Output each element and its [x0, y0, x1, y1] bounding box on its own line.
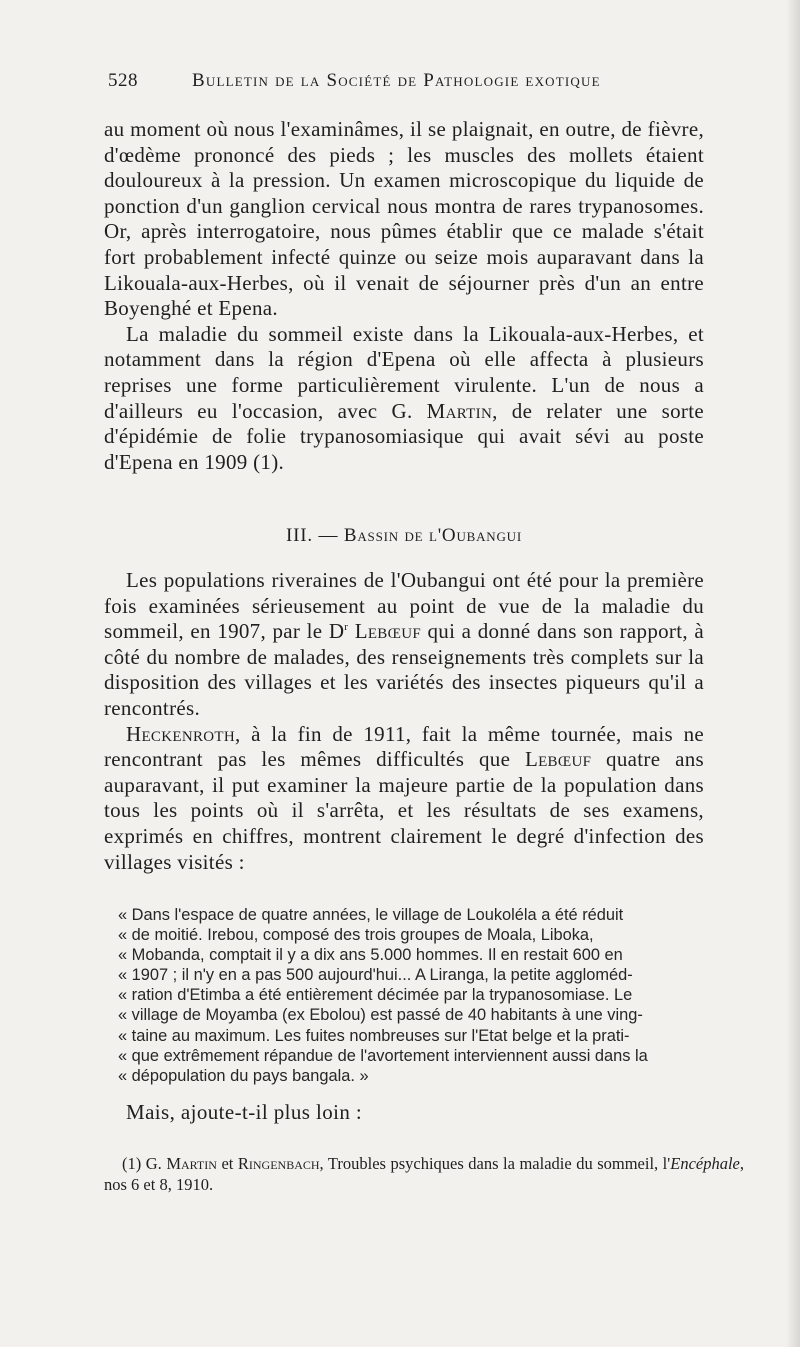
block-quote [118, 905, 742, 1086]
journal-title: Bulletin de la Société de Pathologie exotique [192, 70, 601, 91]
paragraph: au moment où nous l'examinâmes, il se plaignait, en outre, de fièvre, d'œdème prononcé des pieds ; les muscles des mollets étaient douloureux à la pression. Un examen microscopique du liquide de ponction d'un ganglion cervical nous montra de rares trypanosomes. Or, après interrogatoire, nous pûmes établir que ce malade s'était fort probablement infecté quinze ou seize mois auparavant dans la Likouala-aux-Herbes, où il venait de séjourner près d'un an entre Boyenghé et Epena. [104, 117, 704, 321]
body-text-part1 [104, 117, 704, 475]
section-heading: III. — Bassin de l'Oubangui [286, 525, 522, 546]
quote-line: « 1907 ; il n'y en a pas 500 aujourd'hui... A Liranga, la petite aggloméd- [118, 966, 633, 985]
continuation-line: Mais, ajoute-t-il plus loin : [126, 1100, 363, 1124]
journal-name: Encéphale [670, 1154, 740, 1173]
quote-line: « village de Moyamba (ex Ebolou) est passé de 40 habitants à une ving- [118, 1006, 643, 1025]
quote-line: « Mobanda, comptait il y a dix ans 5.000 hommes. Il en restait 600 en [118, 946, 623, 965]
author-name: Martin [426, 398, 493, 423]
footnote-author: Ringenbach [237, 1154, 320, 1173]
quote-line: « dépopulation du pays bangala. » [118, 1066, 369, 1085]
page-edge-shadow [786, 0, 800, 1347]
quote-line: « de moitié. Irebou, composé des trois groupes de Moala, Liboka, [118, 926, 594, 945]
quote-line: « taine au maximum. Les fuites nombreuses sur l'Etat belge et la prati- [118, 1026, 630, 1045]
running-header [108, 70, 698, 102]
quote-line: « ration d'Etimba a été entièrement décimée par la trypanosomiase. Le [118, 986, 633, 1005]
author-name: Lebœuf [524, 747, 592, 772]
paragraph: Les populations riveraines de l'Oubangui ont été pour la première fois examinées sérieusement au point de vue de la maladie du sommeil, en 1907, par le $D^r$ Lebœuf qui a donné dans son rapport, à côté du nombre de malades, des renseignements très complets sur la disposition des villages et les variétés des insectes piqueurs qu'il a rencontrés. [104, 568, 704, 720]
body-text-part2 [104, 568, 704, 875]
page-number: 528 [108, 70, 138, 91]
footnote-author: Martin [166, 1154, 217, 1173]
quote-line: « Dans l'espace de quatre années, le village de Loukoléla a été réduit [118, 906, 624, 924]
paragraph: La maladie du sommeil existe dans la Likouala-aux-Herbes, et notamment dans la région d'Epena où elle affecta à plusieurs reprises une forme particulièrement virulente. L'un de nous a d'ailleurs eu l'occasion, avec G. Martin, de relater une sorte d'épidémie de folie trypanosomiasique qui avait sévi au poste d'Epena en 1909 (1). [104, 321, 704, 474]
section-title: Bassin de l'Oubangui [343, 525, 522, 546]
author-name: Lebœuf [354, 619, 422, 644]
quote-line: « que extrêmement répandue de l'avortement interviennent aussi dans la [118, 1046, 648, 1065]
paragraph: Heckenroth, à la fin de 1911, fait la même tournée, mais ne rencontrant pas les mêmes difficultés que Lebœuf quatre ans auparavant, il put examiner la majeure partie de la population dans tous les points où il s'arrêta, et les résultats de ses examens, exprimés en chiffres, montrent clairement le degré d'infection des villages visités : [104, 721, 704, 874]
author-name: Heckenroth [126, 721, 235, 746]
footnote: (1) G. Martin et Ringenbach, Troubles psychiques dans la maladie du sommeil, l'Encéphale, nos 6 et 8, 1910. [104, 1154, 744, 1195]
